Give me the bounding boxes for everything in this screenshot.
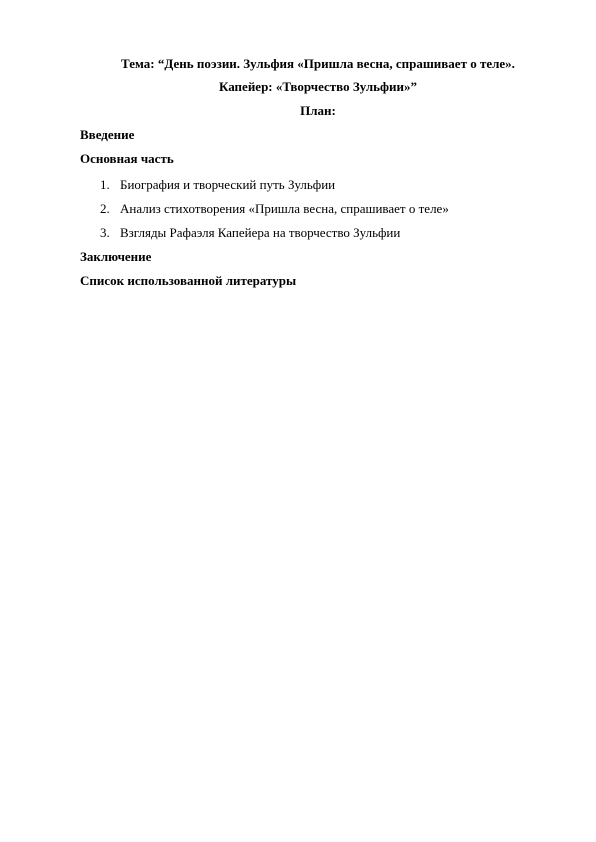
section-references: Список использованной литературы [80,273,297,288]
list-item-number: 3. [100,225,110,240]
topic-title-line-2: Капейер: «Творчество Зульфии»” [218,79,418,94]
list-item-number: 2. [100,201,110,216]
list-item-text: Биография и творческий путь Зульфии [120,177,336,192]
list-item-number: 1. [100,177,110,192]
topic-title-line-1: Тема: “День поэзии. Зульфия «Пришла весна, спрашивает о теле». [121,56,515,71]
list-item-text: Взгляды Рафаэля Капейера на творчество Зульфии [120,225,401,240]
section-main-part: Основная часть [80,151,174,166]
section-introduction: Введение [80,127,135,142]
plan-heading: План: [300,103,336,118]
section-conclusion: Заключение [80,249,152,264]
list-item-text: Анализ стихотворения «Пришла весна, спрашивает о теле» [120,201,449,216]
